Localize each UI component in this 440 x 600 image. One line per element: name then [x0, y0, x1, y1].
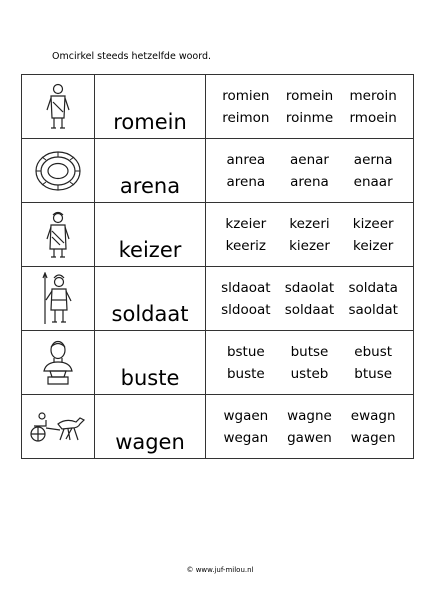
word-option[interactable]: btuse: [354, 365, 393, 382]
target-word: romein: [113, 110, 187, 134]
word-option[interactable]: kiezer: [289, 237, 330, 254]
word-option[interactable]: reimon: [222, 109, 270, 126]
options-cell: [206, 267, 414, 331]
word-option[interactable]: romien: [222, 87, 270, 104]
word-option[interactable]: arena: [226, 173, 266, 190]
picture-cell: [22, 75, 95, 139]
word-option[interactable]: gawen: [287, 429, 332, 446]
target-word-cell: [95, 203, 206, 267]
target-word-cell: [95, 395, 206, 459]
word-option[interactable]: anrea: [226, 151, 266, 168]
roman-figure-icon: [45, 82, 71, 132]
word-option[interactable]: bstue: [226, 343, 265, 360]
instruction: Omcirkel steeds hetzelfde woord.: [52, 51, 212, 62]
table-row: [22, 203, 414, 267]
word-option[interactable]: sldooat: [221, 301, 271, 318]
word-option[interactable]: aerna: [353, 151, 393, 168]
options-cell: [206, 331, 414, 395]
word-option[interactable]: romein: [285, 87, 334, 104]
bust-icon: [38, 339, 78, 387]
word-option[interactable]: kezeri: [289, 215, 330, 232]
word-option[interactable]: keizer: [352, 237, 394, 254]
word-option[interactable]: aenar: [290, 151, 329, 168]
picture-cell: [22, 139, 95, 203]
options-cell: [206, 75, 414, 139]
word-option[interactable]: meroin: [349, 87, 397, 104]
word-option[interactable]: keeriz: [225, 237, 266, 254]
word-option[interactable]: wagen: [350, 429, 396, 446]
target-word-cell: [95, 267, 206, 331]
soldier-figure-icon: [41, 272, 75, 326]
table-row: [22, 139, 414, 203]
word-option[interactable]: butse: [290, 343, 329, 360]
word-option[interactable]: ebust: [354, 343, 393, 360]
word-option[interactable]: usteb: [290, 365, 329, 382]
table-row: [22, 267, 414, 331]
chariot-icon: [28, 410, 88, 444]
target-word: soldaat: [111, 302, 189, 326]
word-option[interactable]: saoldat: [348, 301, 398, 318]
picture-cell: [22, 267, 95, 331]
target-word: wagen: [115, 430, 185, 454]
target-word: arena: [119, 174, 181, 198]
word-option[interactable]: buste: [226, 365, 265, 382]
word-option[interactable]: sdaolat: [284, 279, 335, 296]
word-option[interactable]: roinme: [285, 109, 334, 126]
options-cell: [206, 395, 414, 459]
picture-cell: [22, 331, 95, 395]
word-option[interactable]: wegan: [223, 429, 269, 446]
word-option[interactable]: wagne: [287, 407, 332, 424]
table-row: [22, 395, 414, 459]
word-option[interactable]: ewagn: [350, 407, 396, 424]
table-row: [22, 331, 414, 395]
target-word-cell: [95, 75, 206, 139]
target-word-cell: [95, 331, 206, 395]
target-word: buste: [120, 366, 180, 390]
word-option[interactable]: kizeer: [352, 215, 394, 232]
arena-icon: [32, 148, 84, 194]
word-option[interactable]: rmoein: [349, 109, 397, 126]
target-word-cell: [95, 139, 206, 203]
picture-cell: [22, 395, 95, 459]
table-row: [22, 75, 414, 139]
word-option[interactable]: soldata: [348, 279, 398, 296]
word-table: [21, 74, 414, 459]
picture-cell: [22, 203, 95, 267]
word-option[interactable]: sldaoat: [221, 279, 271, 296]
footer-copyright: © www.juf-milou.nl: [186, 566, 254, 574]
word-option[interactable]: arena: [290, 173, 329, 190]
word-option[interactable]: kzeier: [225, 215, 267, 232]
target-word: keizer: [118, 238, 182, 262]
options-cell: [206, 203, 414, 267]
emperor-figure-icon: [45, 209, 71, 261]
word-option[interactable]: soldaat: [284, 301, 335, 318]
word-option[interactable]: enaar: [353, 173, 393, 190]
word-option[interactable]: wgaen: [223, 407, 269, 424]
options-cell: [206, 139, 414, 203]
